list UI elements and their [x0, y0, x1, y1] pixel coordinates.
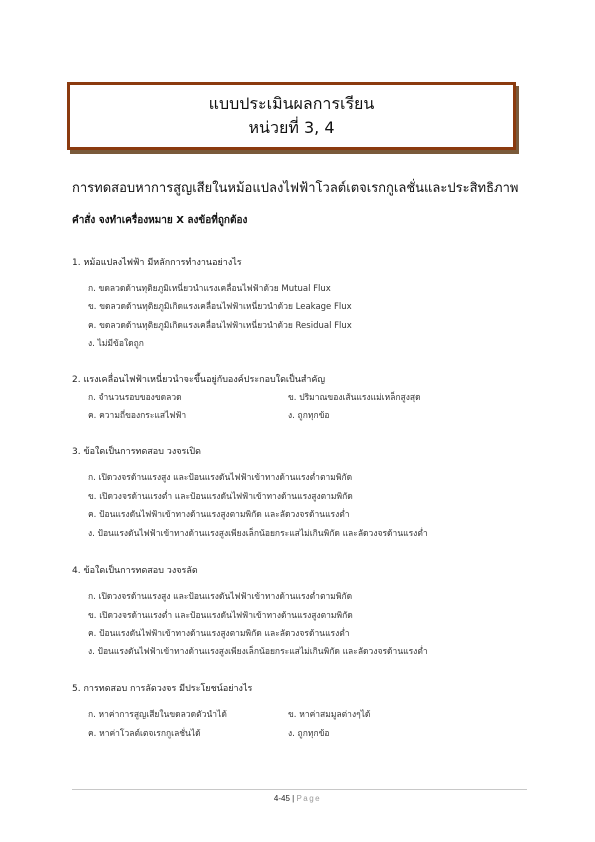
q3-option-a: ก. เปิดวงจรด้านแรงสูง และป้อนแรงดันไฟฟ้าเข้าทางด้านแรงต่ำตามพิกัด	[88, 473, 353, 483]
question-2: 2. แรงเคลื่อนไฟฟ้าเหนี่ยวนำจะขึ้นอยู่กับองค์ประกอบใดเป็นสำคัญ	[72, 375, 326, 385]
q1-option-b: ข. ขดลวดด้านทุติยภูมิเกิดแรงเคลื่อนไฟฟ้าเหนี่ยวนำด้วย Leakage Flux	[88, 302, 352, 312]
question-3: 3. ข้อใดเป็นการทดสอบ วงจรเปิด	[72, 447, 201, 457]
q4-option-b: ข. เปิดวงจรด้านแรงต่ำ และป้อนแรงดันไฟฟ้าเข้าทางด้านแรงสูงตามพิกัด	[88, 611, 353, 621]
subject-heading: การทดสอบหาการสูญเสียในหม้อแปลงไฟฟ้าโวลต์เตจเรกกูเลชั่นและประสิทธิภาพ	[72, 181, 519, 196]
q4-option-c: ค. ป้อนแรงดันไฟฟ้าเข้าทางด้านแรงสูงตามพิกัด และลัดวงจรด้านแรงต่ำ	[88, 629, 350, 639]
page-label: Page	[296, 794, 322, 803]
instruction-text: คำสั่ง จงทำเครื่องหมาย X ลงข้อที่ถูกต้อง	[72, 215, 248, 226]
page-number: 4-45	[273, 794, 290, 803]
question-1: 1. หม้อแปลงไฟฟ้า มีหลักการทำงานอย่างไร	[72, 258, 242, 268]
unit-title: หน่วยที่ 3, 4	[248, 118, 335, 137]
footer-separator: |	[292, 794, 295, 803]
q1-option-c: ค. ขดลวดด้านทุติยภูมิเกิดแรงเคลื่อนไฟฟ้าเหนี่ยวนำด้วย Residual Flux	[88, 321, 352, 331]
q3-option-d: ง. ป้อนแรงดันไฟฟ้าเข้าทางด้านแรงสูงเพียงเล็กน้อยกระแสไม่เกินพิกัด และลัดวงจรด้านแรงต่ำ	[88, 529, 428, 539]
q2-option-a: ก. จำนวนรอบของขดลวด	[88, 393, 182, 403]
question-4: 4. ข้อใดเป็นการทดสอบ วงจรลัด	[72, 566, 198, 576]
q5-option-a: ก. หาค่าการสูญเสียในขดลวดตัวนำได้	[88, 710, 227, 720]
page-title: แบบประเมินผลการเรียน	[208, 94, 375, 113]
question-5: 5. การทดสอบ การลัดวงจร มีประโยชน์อย่างไร	[72, 684, 253, 694]
page-footer	[0, 794, 595, 803]
q2-option-d: ง. ถูกทุกข้อ	[288, 411, 330, 421]
q3-option-c: ค. ป้อนแรงดันไฟฟ้าเข้าทางด้านแรงสูงตามพิกัด และลัดวงจรด้านแรงต่ำ	[88, 510, 350, 520]
q1-option-d: ง. ไม่มีข้อใดถูก	[88, 339, 144, 349]
title-box	[67, 82, 516, 150]
q4-option-d: ง. ป้อนแรงดันไฟฟ้าเข้าทางด้านแรงสูงเพียงเล็กน้อยกระแสไม่เกินพิกัด และลัดวงจรด้านแรงต่ำ	[88, 647, 428, 657]
q1-option-a: ก. ขดลวดด้านทุติยภูมิเหนี่ยวนำแรงเคลื่อนไฟฟ้าด้วย Mutual Flux	[88, 284, 331, 294]
q5-option-b: ข. หาค่าสมมูลต่างๆได้	[288, 710, 371, 720]
q5-option-c: ค. หาค่าโวลต์เตจเรกกูเลชั่นได้	[88, 729, 201, 739]
q5-option-d: ง. ถูกทุกข้อ	[288, 729, 330, 739]
footer-divider	[72, 789, 527, 790]
q2-option-c: ค. ความถี่ของกระแสไฟฟ้า	[88, 411, 187, 421]
q4-option-a: ก. เปิดวงจรด้านแรงสูง และป้อนแรงดันไฟฟ้าเข้าทางด้านแรงต่ำตามพิกัด	[88, 592, 353, 602]
q3-option-b: ข. เปิดวงจรด้านแรงต่ำ และป้อนแรงดันไฟฟ้าเข้าทางด้านแรงสูงตามพิกัด	[88, 492, 353, 502]
q2-option-b: ข. ปริมาณของเส้นแรงแม่เหล็กสูงสุด	[288, 393, 421, 403]
